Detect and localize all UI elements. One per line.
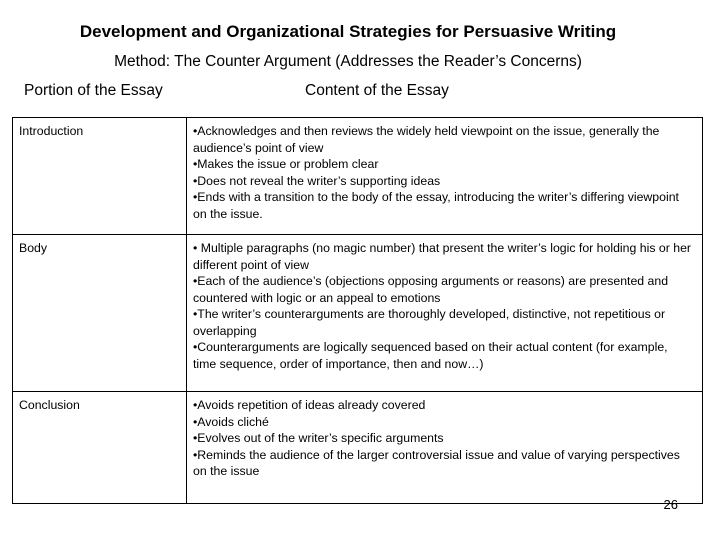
table-row-conclusion bbox=[13, 392, 703, 504]
page-title: Development and Organizational Strategies for Persuasive Writing bbox=[79, 22, 617, 41]
content-bullet: •Acknowledges and then reviews the widely held viewpoint on the issue, generally the audience’s point of view bbox=[193, 124, 660, 155]
content-bullet: •Does not reveal the writer’s supporting ideas bbox=[193, 173, 441, 188]
content-bullet: •Counterarguments are logically sequenced based on their actual content (for example, time sequence, order of importance, then and now…) bbox=[193, 340, 668, 371]
content-bullet: •Evolves out of the writer’s specific arguments bbox=[193, 431, 444, 445]
table-row-introduction bbox=[13, 118, 703, 235]
content-cell bbox=[187, 118, 703, 235]
column-header-portion: Portion of the Essay bbox=[24, 82, 163, 99]
content-bullet: •Avoids cliché bbox=[193, 414, 269, 429]
column-header-content: Content of the Essay bbox=[305, 82, 449, 99]
content-bullet: •Each of the audience’s (objections opposing arguments or reasons) are presented and countered with logic or an appeal to emotions bbox=[193, 274, 669, 305]
table-row-body bbox=[13, 235, 703, 392]
content-bullet: •Avoids repetition of ideas already covered bbox=[193, 398, 426, 412]
content-bullet: •Ends with a transition to the body of the essay, introducing the writer’s differing viewpoint on the issue. bbox=[193, 190, 679, 221]
essay-structure-table bbox=[12, 117, 703, 504]
content-bullet: • Multiple paragraphs (no magic number) that present the writer’s logic for holding his or her different point of view bbox=[193, 241, 692, 272]
content-cell bbox=[187, 392, 703, 504]
page-subtitle: Method: The Counter Argument (Addresses the Reader’s Concerns) bbox=[114, 53, 582, 70]
content-bullet: •The writer’s counterarguments are thoroughly developed, distinctive, not repetitious or overlapping bbox=[193, 307, 666, 338]
content-bullet: •Reminds the audience of the larger controversial issue and value of varying perspectives on the issue bbox=[193, 447, 680, 478]
content-cell bbox=[187, 235, 703, 392]
portion-cell: Introduction bbox=[13, 118, 187, 235]
content-bullet: •Makes the issue or problem clear bbox=[193, 157, 379, 171]
page-number: 26 bbox=[663, 497, 678, 512]
portion-cell: Body bbox=[13, 235, 187, 392]
portion-cell: Conclusion bbox=[13, 392, 187, 504]
